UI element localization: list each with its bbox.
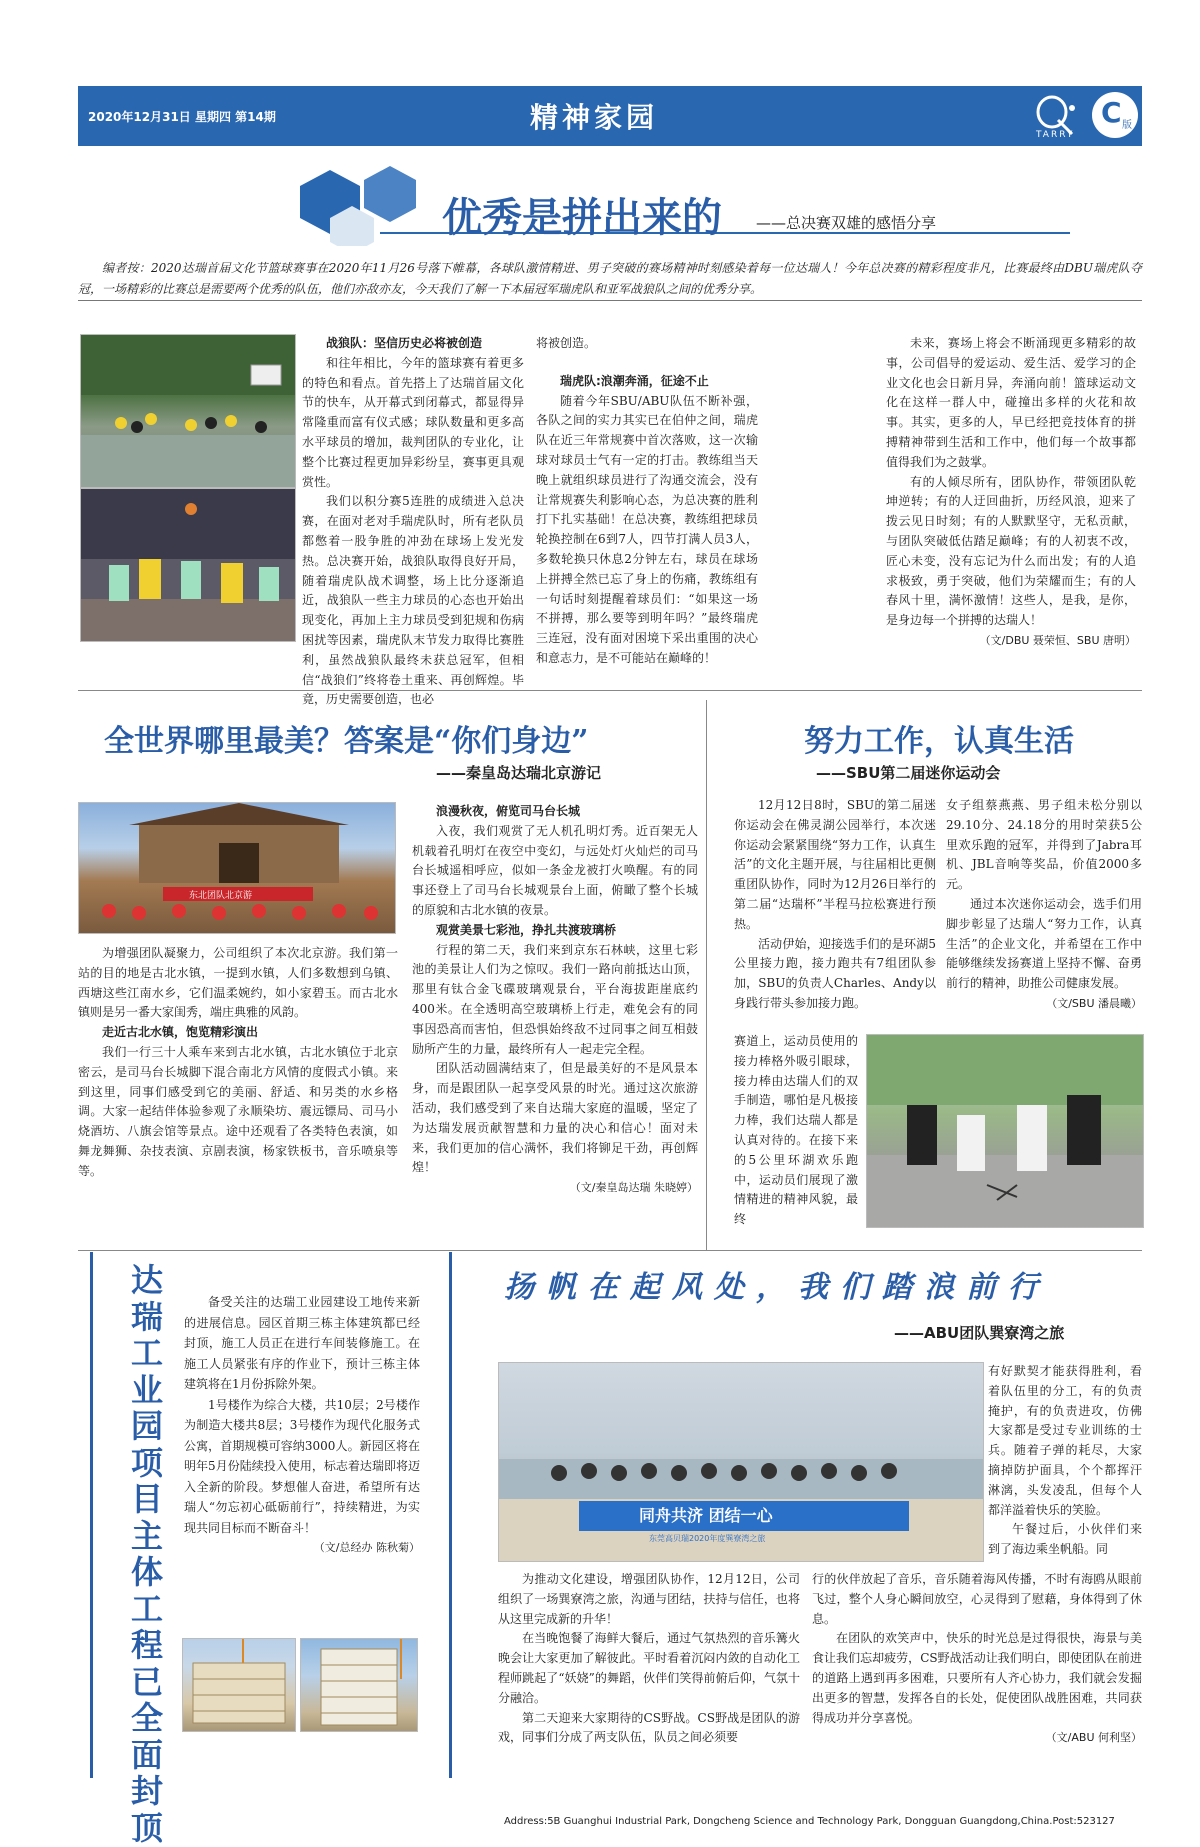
article5-right-top-para2: 午餐过后，小伙伴们来到了海边乘坐帆船。同 [988,1522,1142,1557]
masthead-date: 2020年12月31日 星期四 第14期 [88,110,276,124]
article5-left-column [498,1570,800,1748]
article1-col1-para2: 我们以积分赛5连胜的成绩进入总决赛，在面对老对手瑞虎队时，所有老队员都憋着一股争胜的冲劲在球场上发光发热。总决赛开始，战狼队取得良好开局，随着瑞虎队战术调整，场上比分逐渐追近，战狼队一些主力球员的心态也开始出现变化，再加上主力球员受到犯规和伤病困扰等因素，瑞虎队末节发力取得比赛胜利，虽然战狼队最终未获总冠军，但相信“战狼们”终将卷土重来、再创辉煌。毕竟，历史需要创造，也必 [302,494,524,707]
article3-title: 努力工作，认真生活 [804,724,1074,759]
article3-column-1b [734,1032,858,1230]
article1-col2-para1: 随着今年SBU/ABU队伍不断补强，各队之间的实力其实已在伯仲之间，瑞虎队在近三年常规赛中首次落败，这一次输球对球员士气有一定的打击。教练组当天晚上就组织球员进行了沟通交流会，没有让常规赛失利影响心态，为总决赛的胜利打下扎实基础！在总决赛，教练组把球员轮换控制在6到7人，四节打满人员3人，多数轮换只休息2分钟左右，球员在球场上拼搏全然已忘了身上的伤痛，教练组有一句话时刻提醒着球员们：“如果这一场不拼搏，那么要等到明年吗？”最终瑞虎三连冠，没有面对困境下采出重围的决心和意志力，是不可能站在巅峰的！ [536,393,758,665]
basketball-photo-1 [80,334,296,488]
article2-subtitle: ——秦皇岛达瑞北京游记 [436,764,602,782]
article2-right-para3: 团队活动圆满结束了，但是最美好的不是风景本身，而是跟团队一起享受风景的时光。通过这次旅游活动，我们感受到了来自达瑞大家庭的温暖，坚定了为达瑞发展贡献智慧和力量的决心和信心！面对未来，我们更加的信心满怀，我们将铆足干劲，再创辉煌！ [412,1061,698,1175]
article5-right-top-column [988,1362,1142,1560]
article4-title: 达瑞工业园项目主体工程已全面封顶 [130,1261,163,1847]
article2-right-para2: 行程的第二天，我们来到京东石林峡，这里七彩池的美景让人们为之惊叹。我们一路向前抵达山顶，那里有钛合金飞碟玻璃观景台，平台海拔距崖底约400米。在全透明高空玻璃桥上行走，难免会有的同事因恐高而害怕，但恐惧始终敌不过同事之间互相鼓励所产生的力量，最终所有人一起走完全程。 [412,942,698,1056]
section-divider-2 [78,1250,1142,1251]
article2-right-heading1: 浪漫秋夜，俯览司马台长城 [436,804,581,818]
article2-title: 全世界哪里最美？答案是“你们身边” [104,724,589,759]
section-divider-1 [78,690,1142,691]
edition-suffix: 版 [1122,120,1132,131]
article1-col1-para1: 和往年相比，今年的篮球赛有着更多的特色和看点。首先搭上了达瑞首届文化节的快车，从开幕式到闭幕式，都显得异常隆重而富有仪式感；球队数量和更多高水平球员的增加，裁判团队的专业化，让整个比赛过程更加异彩纷呈，赛事更具观赏性。 [302,355,524,489]
article5-right-para1: 行的伙伴放起了音乐，音乐随着海风传播，不时有海鸥从眼前飞过，整个人身心瞬间放空，心灵得到了慰藉，身体得到了休息。 [812,1572,1142,1626]
article5-left-para2: 在当晚饱餐了海鲜大餐后，通过气氛热烈的音乐篝火晚会让大家更加了解彼此。平时看着沉闷内敛的自动化工程师跳起了“妖娆”的舞蹈，伙伴们笑得前俯后仰，气氛十分融洽。 [498,1631,800,1705]
article1-col2-heading: 瑞虎队:浪潮奔涌，征途不止 [560,373,709,388]
abu-group-photo [498,1362,984,1562]
article2-left-column [78,944,398,1182]
article5-left-para1: 为推动文化建设，增强团队协作，12月12日，公司组织了一场巽寮湾之旅，沟通与团结，扶持与信任，也将从这里完成新的升华！ [498,1572,800,1626]
article1-byline: （文/DBU 聂荣恒、SBU 唐明） [979,633,1136,647]
editor-note-text: 编者按：2020达瑞首届文化节篮球赛事在2020年11月26号落下帷幕，各球队激情精进、男子突破的赛场精神时刻感染着每一位达瑞人！今年总决赛的精彩程度非凡，比赛最终由DBU瑞虎队夺冠，一场精彩的比赛总是需要两个优秀的队伍，他们亦敌亦友，今天我们了解一下本届冠军瑞虎队和亚军战狼队之间的优秀分享。 [78,261,1142,296]
article2-byline: （文/秦皇岛达瑞 朱晓婷） [569,1181,698,1195]
article5-subtitle: ——ABU团队巽寮湾之旅 [894,1324,1065,1342]
article1-subtitle: ——总决赛双雄的感悟分享 [756,214,937,232]
article3-col2-para2: 通过本次迷你运动会，选手们用脚步彰显了达瑞人“努力工作，认真生活”的企业文化，并希望在工作中能够继续发扬赛道上坚持不懈、奋勇前行的精神，助推公司健康发展。 [946,896,1142,991]
footer-address: Address:5B Guanghui Industrial Park, Dongcheng Science and Technology Park, Dongguan Guangdong,China.Post:523127 [504,1816,1115,1827]
editor-note [78,258,1142,301]
article1-column-1 [302,334,524,710]
article3-column-2 [946,796,1142,1013]
construction-photo-1 [182,1638,296,1732]
article1-column-3 [770,334,1142,650]
article5-title: 扬帆在起风处，我们踏浪前行 [504,1270,1050,1305]
beijing-group-photo [78,802,396,934]
article1-col2-para0: 将被创造。 [536,336,597,350]
masthead-section-title: 精神家园 [530,101,659,134]
article2-left-para1: 为增强团队凝聚力，公司组织了本次北京游。我们第一站的目的地是古北水镇，一提到水镇，人们多数想到乌镇、西塘这些江南水乡，它们温柔婉约，如小家碧玉。而古北水镇则是另一番大家闺秀，端庄典雅的风韵。 [78,946,398,1020]
article4-body [184,1292,420,1557]
article3-byline: （文/SBU 潘晨曦） [1046,996,1142,1010]
article5-right-column [812,1570,1142,1747]
basketball-photo-2 [80,488,296,642]
title-decoration-hexagons [290,166,460,246]
article3-col1-para3: 赛道上，运动员使用的接力棒格外吸引眼球，接力棒由达瑞人们的双手制造，哪怕是凡极接力棒，我们达瑞人都是认真对待的。在接下来的5公里环湖欢乐跑中，运动员们展现了激情精进的精神风貌，最终 [734,1034,858,1227]
article2-left-para2: 我们一行三十人乘车来到古北水镇，古北水镇位于北京密云，是司马台长城脚下混合南北方风情的度假式小镇。来到这里，同事们感受到它的美丽、舒适、和另类的水乡格调。大家一起结伴体验参观了永顺染坊、震远镖局、司马小烧酒坊、八旗会馆等景点。途中还观看了各类特色表演，如舞龙舞狮、杂技表演、京剧表演，杨家铁板书，音乐喷泉等等。 [78,1044,398,1178]
article3-column-1 [734,796,936,1014]
article5-right-top-para1: 有好默契才能获得胜利，看着队伍里的分工，有的负责掩护，有的负责进攻，仿佛大家都是受过专业训练的士兵。随着子弹的耗尽，大家摘掉防护面具，个个都挥汗淋漓，头发凌乱，但每个人都洋溢着快乐的笑脸。 [988,1364,1142,1517]
article2-right-para1: 入夜，我们观赏了无人机孔明灯秀。近百架无人机载着孔明灯在夜空中变幻，与远处灯火灿烂的司马台长城遥相呼应，似如一条金龙被打火唤醒。有的同事还登上了司马台长城观景台上面，俯瞰了整个长城的原貌和古北水镇的夜景。 [412,823,698,917]
article2-right-column [412,802,698,1197]
article3-subtitle: ——SBU第二届迷你运动会 [816,764,1001,782]
column-divider-vertical [706,700,707,1250]
article2-right-heading2: 观赏美景七彩池，挣扎共渡玻璃桥 [436,922,617,937]
abu-banner-subtext: 东莞高贝瑞2020年度巽寮湾之旅 [649,1534,766,1543]
article3-col1-para2: 活动伊始，迎接选手们的是环湖5公里接力跑，接力跑共有7组团队参加，SBU的负责人Charles、Andy以身践行带头参加接力跑。 [734,936,936,1010]
logo-text: TARRY [1036,130,1075,140]
beijing-banner-text: 东北团队北京游 [189,891,253,901]
article4-byline: （文/总经办 陈秋菊） [313,1541,420,1554]
article5-right-para2: 在团队的欢笑声中，快乐的时光总是过得很快，海景与美食让我们忘却疲劳，CS野战活动让我们明白，即使团队在前进的道路上遇到再多困难，只要所有人齐心协力，我们就会发掘出更多的智慧，发挥各自的长处，促使团队战胜困难，共同获得成功并分享喜悦。 [812,1631,1142,1725]
edition-letter: C [1101,96,1122,129]
article1-title: 优秀是拼出来的 [442,194,722,241]
article5-byline: （文/ABU 何利坚） [1045,1731,1142,1745]
article5-left-para3: 第二天迎来大家期待的CS野战。CS野战是团队的游戏，同事们分成了两支队伍，队员之间必须要 [498,1710,800,1745]
sbu-games-photo [866,1034,1144,1228]
article1-col3-para2: 有的人倾尽所有，团队协作，带领团队乾坤逆转；有的人迂回曲折，历经风浪，迎来了拨云见日时刻；有的人默默坚守，无私贡献，与团队突破低估踏足巅峰；有的人初衷不改，匠心未变，没有忘记为什么而出发；有的人追求极致，勇于突破，他们为荣耀而生；有的人春风十里，满怀激情！这些人，是我，是你，是身边每一个拼搏的达瑞人！ [886,474,1136,628]
masthead-logo [1022,86,1094,146]
abu-banner-text: 同舟共济 团结一心 [639,1506,773,1525]
article1-column-2 [536,334,758,669]
article1-col3-para1: 未来，赛场上将会不断涌现更多精彩的故事，公司倡导的爱运动、爱生活、爱学习的企业文化也会日新月异，奔涌向前！篮球运动文化在这样一群人中，碰撞出多样的火花和故事。其实，更多的人，早已经把竞技体育的拼搏精神带到生活和工作中，他们每一个故事都值得我们为之鼓掌。 [886,336,1136,469]
construction-photo-2 [300,1638,418,1732]
article4-para2: 1号楼作为综合大楼，共10层；2号楼作为制造大楼共8层；3号楼作为现代化服务式公寓，首期规模可容纳3000人。新园区将在明年5月份陆续投入使用，标志着达瑞即将迈入全新的阶段。梦想催人奋进，希望所有达瑞人“勿忘初心砥砺前行”，持续精进，为实现共同目标而不断奋斗！ [184,1397,420,1535]
article3-col2-para1: 女子组蔡燕燕、男子组未松分别以29.10分、24.18分的用时荣获5公里欢乐跑的冠军，并得到了Jabra耳机、JBL音响等奖品，价值2000多元。 [946,798,1142,892]
article2-left-heading: 走近古北水镇，饱览精彩演出 [102,1025,259,1040]
article1-col1-heading: 战狼队：坚信历史必将被创造 [326,336,483,350]
article4-para1: 备受关注的达瑞工业园建设工地传来新的进展信息。园区首期三栋主体建筑都已经封顶，施工人员正在进行车间装修施工。在施工人员紧张有序的作业下，预计三栋主体建筑将在1月份拆除外架。 [184,1295,420,1391]
article3-col1-para1: 12月12日8时，SBU的第二届迷你运动会在佛灵湖公园举行，本次迷你运动会紧紧围绕“努力工作，认真生活”的文化主题开展，与往届相比更侧重团队协作，同时为12月26日举行的第二届“达瑞杯”半程马拉松赛进行预热。 [734,798,936,931]
